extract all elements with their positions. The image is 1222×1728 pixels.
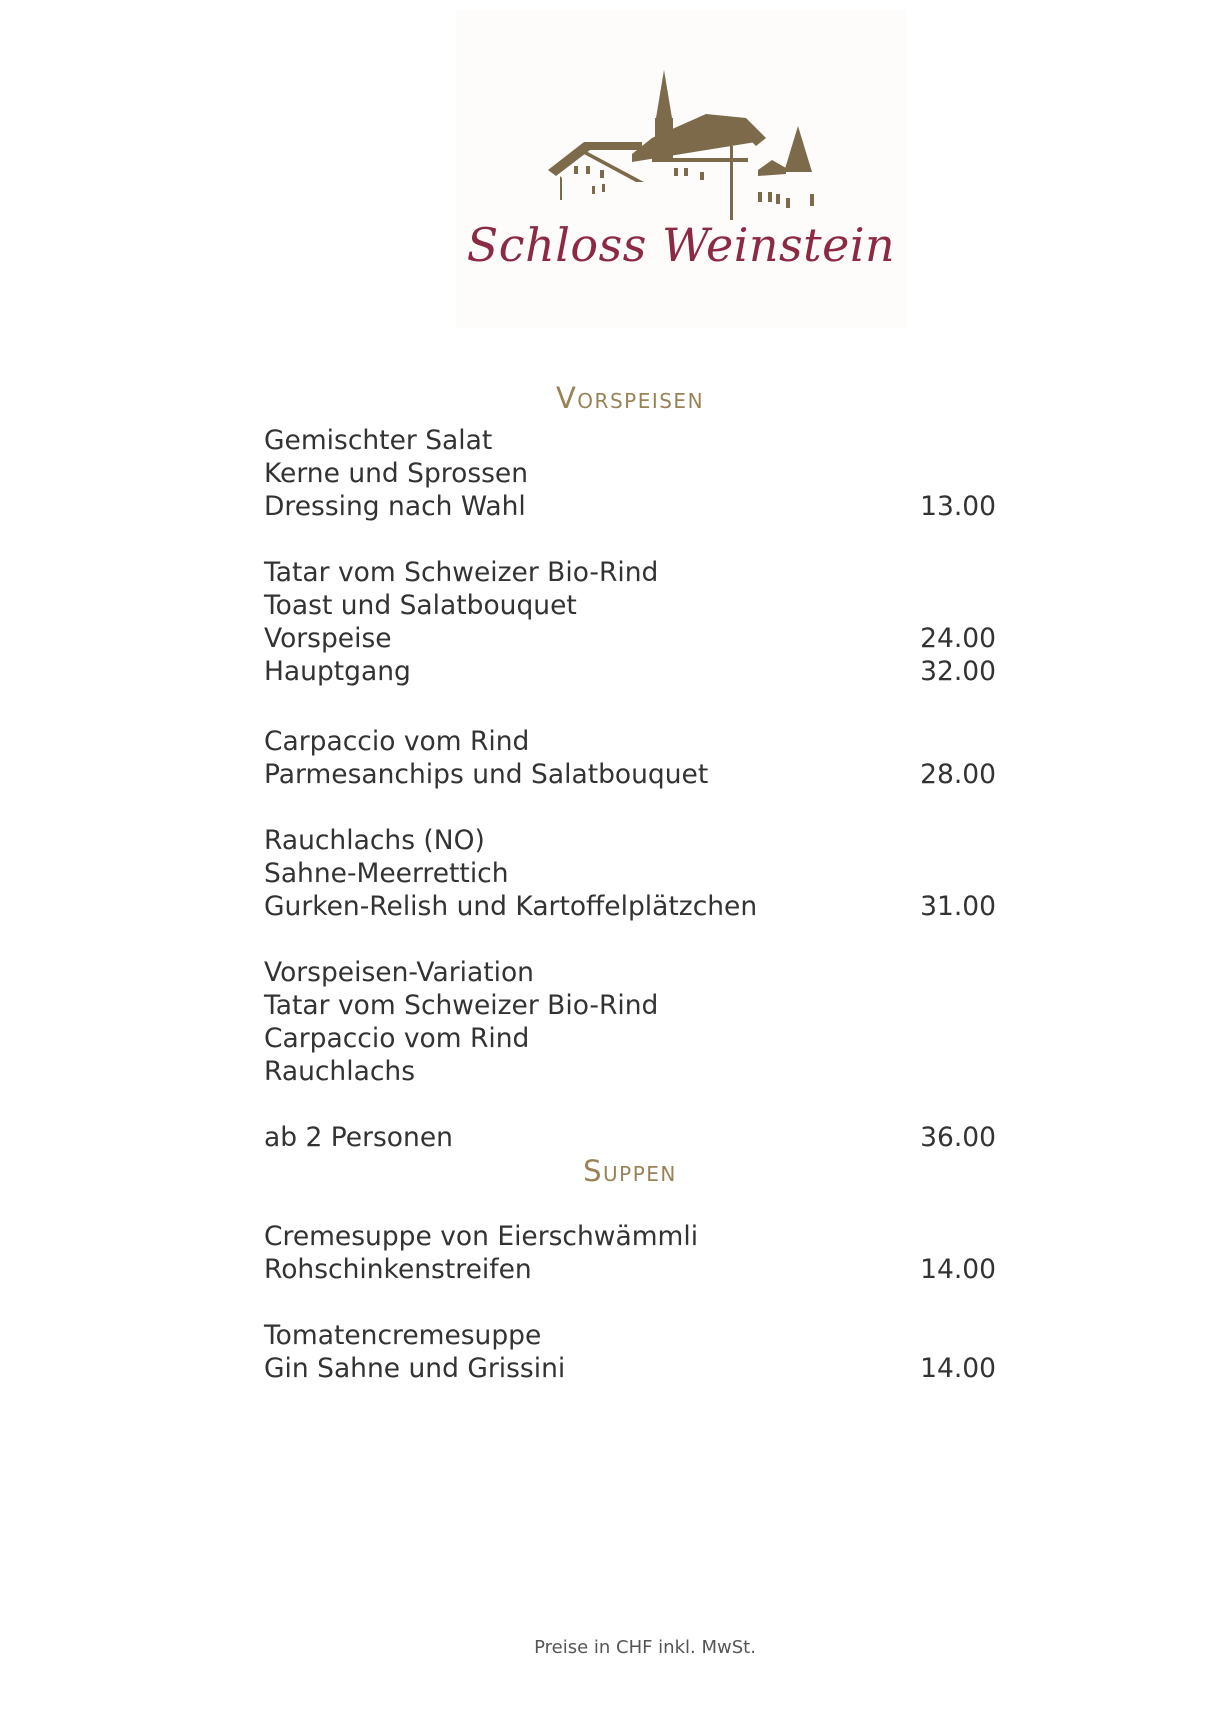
menu-item-line: Tatar vom Schweizer Bio-Rind (264, 557, 659, 588)
menu-item-line: Cremesuppe von Eierschwämmli (264, 1221, 699, 1252)
logo (456, 10, 906, 328)
menu-item-line: Parmesanchips und Salatbouquet (264, 759, 709, 790)
menu-item-line: Toast und Salatbouquet (264, 590, 577, 621)
menu-item-price: 24.00 (920, 623, 996, 654)
menu-item-line: Tomatencremesuppe (264, 1320, 542, 1351)
logo-wordmark: Schloss Weinstein (466, 218, 896, 272)
menu-item-price: 14.00 (920, 1254, 996, 1285)
castle-icon (456, 10, 906, 240)
menu-item-line: Rauchlachs (264, 1056, 416, 1087)
menu-item-line: Carpaccio vom Rind (264, 726, 530, 757)
menu-item-line: Dressing nach Wahl (264, 491, 526, 522)
menu-item-line: Gurken-Relish und Kartoffelplätzchen (264, 891, 758, 922)
menu-item-price: 31.00 (920, 891, 996, 922)
menu-item-price: 36.00 (920, 1122, 996, 1153)
menu-item-line: Tatar vom Schweizer Bio-Rind (264, 990, 659, 1021)
menu-item-price: 14.00 (920, 1353, 996, 1384)
menu-item-line: Carpaccio vom Rind (264, 1023, 530, 1054)
section-title-vorspeisen: Vorspeisen (555, 381, 705, 415)
menu-item-line: Hauptgang (264, 656, 411, 687)
menu-item-line: Rauchlachs (NO) (264, 825, 485, 856)
menu-item-line: Vorspeise (264, 623, 392, 654)
menu-item-line: Rohschinkenstreifen (264, 1254, 532, 1285)
price-note: Preise in CHF inkl. MwSt. (534, 1637, 756, 1658)
menu-item-line: Kerne und Sprossen (264, 458, 529, 489)
menu-item-line: Gemischter Salat (264, 425, 493, 456)
menu-item-line: Vorspeisen-Variation (264, 957, 534, 988)
menu-item-line: Sahne-Meerrettich (264, 858, 509, 889)
menu-item-price: 28.00 (920, 759, 996, 790)
menu-item-line: Gin Sahne und Grissini (264, 1353, 566, 1384)
menu-item-price: 13.00 (920, 491, 996, 522)
menu-item-line: ab 2 Personen (264, 1122, 453, 1153)
section-title-suppen: Suppen (583, 1154, 677, 1188)
menu-item-price: 32.00 (920, 656, 996, 687)
